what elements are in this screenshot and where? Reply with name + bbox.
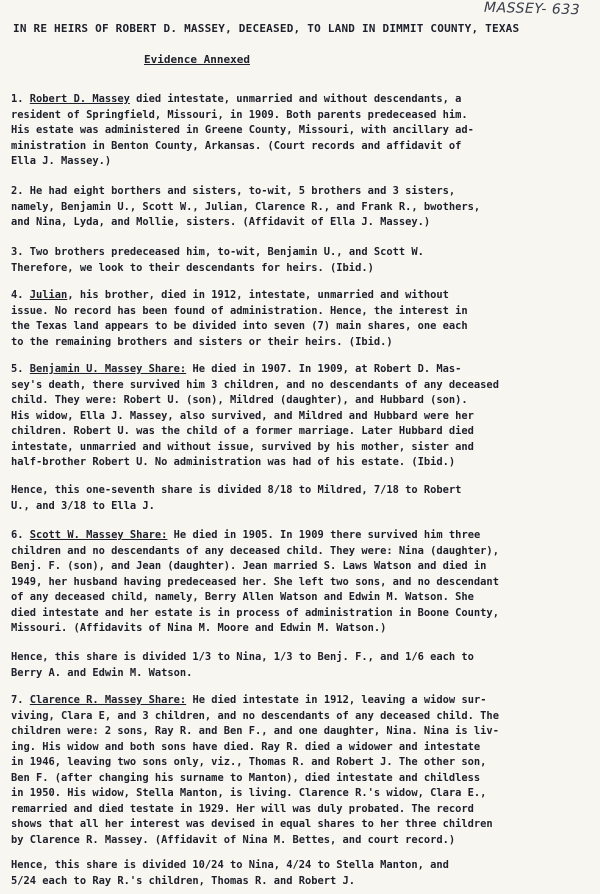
paragraph-text: died intestate, unmarried and without descendants, a resident of Springfield, Missouri, in 1909. Both parents predeceased him. His estate was administered in Greene County, Missouri, with ancillary ad- ministration in Benton County, Arkansas. (Court records and affidavit of Ella J. Massey.) (11, 93, 474, 167)
document-subtitle: Evidence Annexed (144, 53, 250, 66)
paragraph-number: 7. (11, 694, 24, 706)
paragraph-text: Hence, this share is divided 1/3 to Nina, 1/3 to Benj. F., and 1/6 each to Berry A. and Edwin M. Watson. (11, 651, 474, 679)
paragraph-4 (11, 288, 591, 350)
paragraph-heading: Robert D. Massey (29, 93, 130, 105)
paragraph-1 (11, 92, 591, 170)
paragraph-5 (11, 362, 591, 471)
paragraph-number: 2. (11, 185, 24, 197)
paragraph-number: 1. (11, 93, 24, 105)
paragraph-2 (11, 184, 591, 231)
paragraph-heading: Scott W. Massey Share: (29, 529, 168, 541)
paragraph-6 (11, 528, 591, 637)
paragraph-5-summary (11, 483, 591, 514)
paragraph-text: He died in 1907. In 1909, at Robert D. Mas- sey's death, there survived him 3 children, and no descendants of any deceased child. They were: Robert U. (son), Mildred (daughter), and Hubbard (son). His widow, Ella J. Massey, also survived, and Mildred and Hubbard were her children. Robert U. was the child of a former marriage. Later Hubbard died intestate, unmarried and without issue, survived by his mother, sister and half-brother Robert U. No administration was had of his estate. (Ibid.) (11, 363, 499, 468)
paragraph-heading: Julian (29, 289, 68, 301)
paragraph-7-summary (11, 858, 591, 889)
paragraph-text: He had eight borthers and sisters, to-wit, 5 brothers and 3 sisters, namely, Benjamin U., Scott W., Julian, Clarence R., and Frank R., bwothers, and Nina, Lyda, and Mollie, sisters. (Affidavit of Ella J. Massey.) (11, 185, 481, 228)
paragraph-6-summary (11, 650, 591, 681)
document-title: IN RE HEIRS OF ROBERT D. MASSEY, DECEASED, TO LAND IN DIMMIT COUNTY, TEXAS (13, 22, 520, 35)
paragraph-3 (11, 245, 591, 276)
paragraph-text: He died in 1905. In 1909 there survived him three children and no descendants of any deceased child. They were: Nina (daughter), Benj. F. (son), and Jean (daughter). Jean married S. Laws Watson and died in 1949, her husband having predeceased her. She left two sons, and no descendant of any deceased child, namely, Berry Allen Watson and Edwin M. Watson. She died intestate and her estate is in process of administration in Boone County, Missouri. (Affidavits of Nina M. Moore and Edwin M. Watson.) (11, 529, 499, 634)
paragraph-text: Two brothers predeceased him, to-wit, Benjamin U., and Scott W. Therefore, we look to their descendants for heirs. (Ibid.) (11, 246, 424, 274)
paragraph-number: 3. (11, 246, 24, 258)
paragraph-number: 4. (11, 289, 24, 301)
paragraph-7 (11, 693, 591, 848)
handwritten-annotation: MASSEY- 633 (483, 0, 581, 19)
paragraph-text: He died intestate in 1912, leaving a widow sur- viving, Clara E, and 3 children, and no descendants of any deceased child. The children were: 2 sons, Ray R. and Ben F., and one daughter, Nina. Nina is liv- ing. His widow and both sons have died. Ray R. died a widower and intestate in 1946, leaving two sons only, viz., Thomas R. and Robert J. The other son, Ben F. (after changing his surname to Manton), died intestate and childless in 1950. His widow, Stella Manton, is living. Clarence R.'s widow, Clara E., remarried and died testate in 1929. Her will was duly probated. The record shows that all her interest was devised in equal shares to her three children by Clarence R. Massey. (Affidavit of Nina M. Bettes, and court record.) (11, 694, 499, 846)
paragraph-heading: Benjamin U. Massey Share: (29, 363, 187, 375)
paragraph-text: Hence, this one-seventh share is divided 8/18 to Mildred, 7/18 to Robert U., and 3/18 to Ella J. (11, 484, 462, 512)
paragraph-heading: Clarence R. Massey Share: (29, 694, 187, 706)
paragraph-number: 6. (11, 529, 24, 541)
paragraph-text: Hence, this share is divided 10/24 to Nina, 4/24 to Stella Manton, and 5/24 each to Ray R.'s children, Thomas R. and Robert J. (11, 859, 449, 887)
paragraph-number: 5. (11, 363, 24, 375)
paragraph-text: , his brother, died in 1912, intestate, unmarried and without issue. No record has been found of administration. Hence, the interest in the Texas land appears to be divided into seven (7) main shares, one each to the remaining brothers and sisters or their heirs. (Ibid.) (11, 289, 468, 348)
